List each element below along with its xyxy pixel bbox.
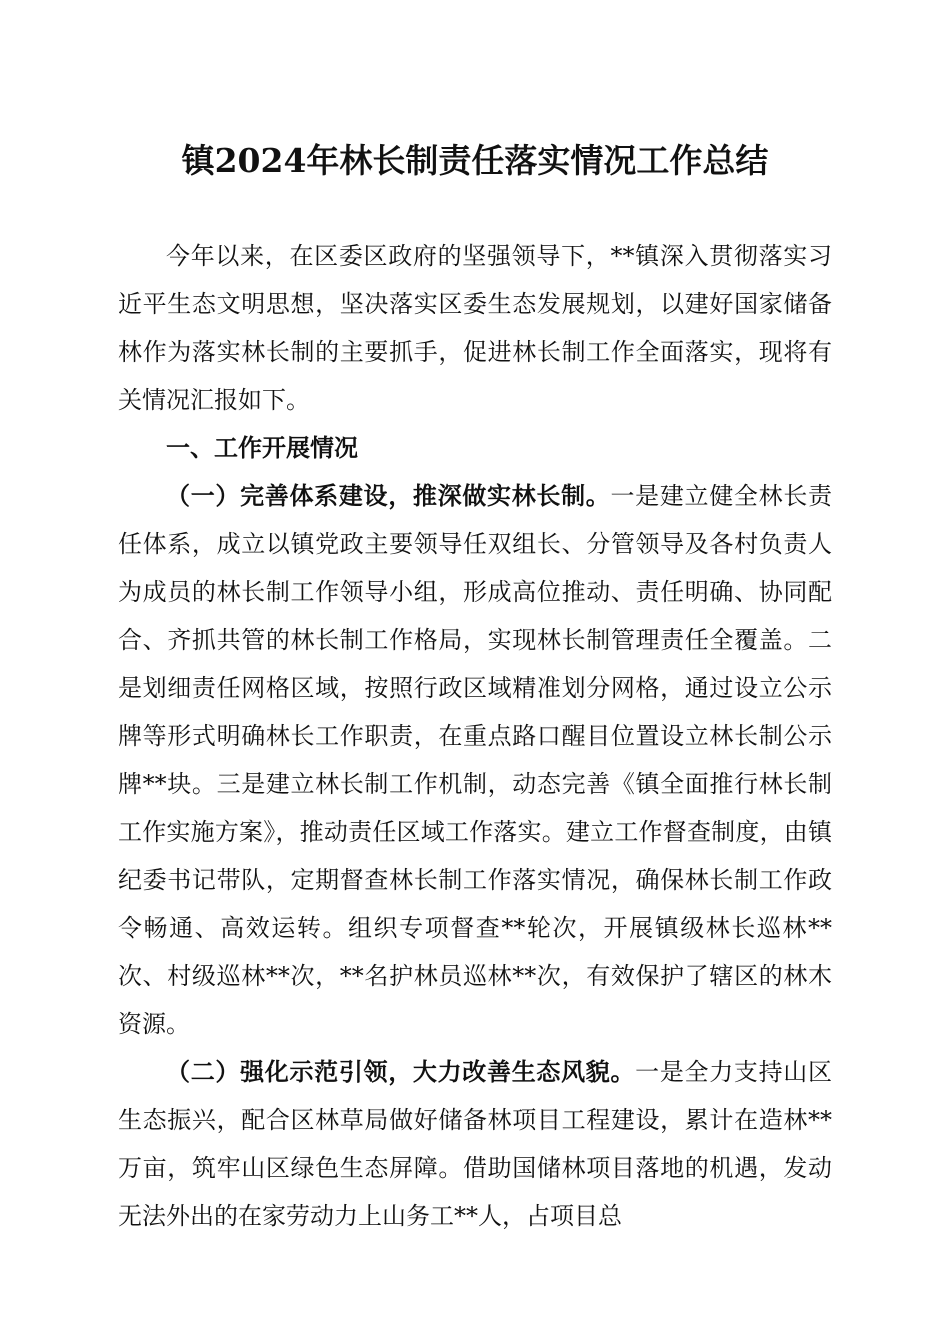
subsection-2-heading: （二）强化示范引领，大力改善生态风貌。 — [166, 1057, 636, 1086]
subsection-1-text: 一是建立健全林长责任体系，成立以镇党政主要领导任双组长、分管领导及各村负责人为成员的林长制工作领导小组，形成高位推动、责任明确、协同配合、齐抓共管的林长制工作格局，实现林长制管理责任全覆盖。二是划细责任网格区域，按照行政区域精准划分网格，通过设立公示牌等形式明确林长工作职责，在重点路口醒目位置设立林长制公示牌**块。三是建立林长制工作机制，动态完善《镇全面推行林长制工作实施方案》，推动责任区域工作落实。建立工作督查制度，由镇纪委书记带队，定期督查林长制工作落实情况，确保林长制工作政令畅通、高效运转。组织专项督查**轮次，开展镇级林长巡林**次、村级巡林**次，**名护林员巡林**次，有效保护了辖区的林木资源。 — [118, 482, 833, 1038]
subsection-1-paragraph — [118, 472, 832, 1048]
section-heading: 一、工作开展情况 — [166, 434, 358, 462]
intro-paragraph: 今年以来，在区委区政府的坚强领导下，**镇深入贯彻落实习近平生态文明思想，坚决落实区委生态发展规划，以建好国家储备林作为落实林长制的主要抓手，促进林长制工作全面落实，现将有关情况汇报如下。 — [118, 242, 832, 414]
document-title: 镇2024年林长制责任落实情况工作总结 — [181, 141, 769, 180]
subsection-2-paragraph — [118, 1048, 832, 1240]
subsection-1-heading: （一）完善体系建设，推深做实林长制。 — [166, 481, 611, 510]
subsection-2-text: 一是全力支持山区生态振兴，配合区林草局做好储备林项目工程建设，累计在造林**万亩，筑牢山区绿色生态屏障。借助国储林项目落地的机遇，发动无法外出的在家劳动力上山务工**人，占项目总 — [118, 1058, 833, 1230]
document-body — [118, 232, 832, 1240]
